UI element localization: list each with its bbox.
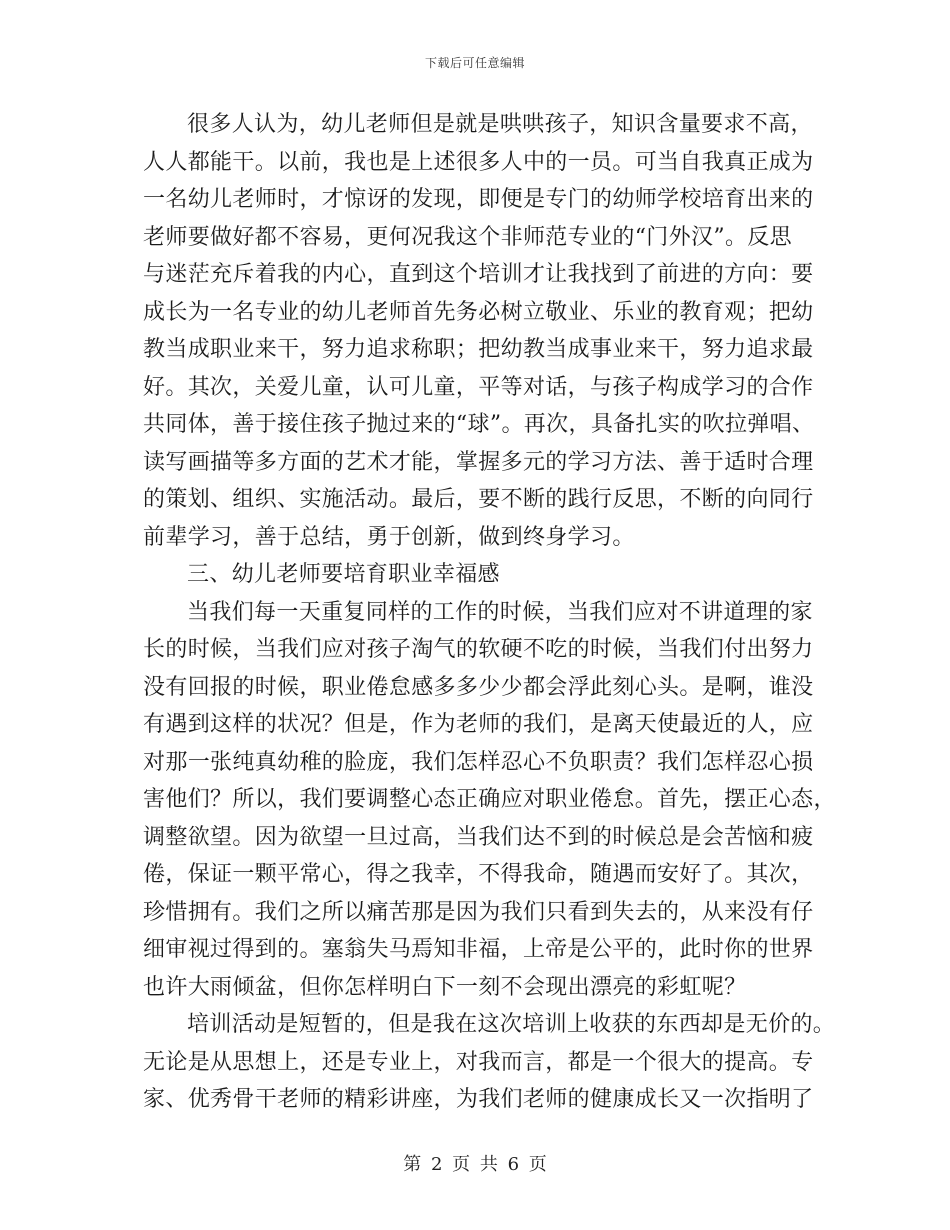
- text-line: 前辈学习，善于总结，勇于创新，做到终身学习。: [143, 524, 635, 550]
- text-line: 很多人认为，幼儿老师但是就是哄哄孩子，知识含量要求不高，: [187, 112, 813, 137]
- text-line: 一名幼儿老师时，才惊讶的发现，即便是专门的幼师学校培育出来的: [143, 187, 814, 212]
- text-line: 对那一张纯真幼稚的脸庞，我们怎样忍心不负职责？我们怎样忍心损: [143, 749, 814, 775]
- text-line: 教当成职业来干，努力追求称职；把幼教当成事业来干，努力追求最: [143, 337, 814, 362]
- document-body: [143, 106, 836, 1119]
- text-line: 细审视过得到的。塞翁失马焉知非福，上帝是公平的，此时你的世界: [143, 937, 814, 962]
- text-line: 也许大雨倾盆，但你怎样明白下一刻不会现出漂亮的彩虹呢？: [143, 974, 747, 1000]
- text-line: 倦，保证一颗平常心，得之我幸，不得我命，随遇而安好了。其次，: [143, 862, 814, 887]
- text-line: 的策划、组织、实施活动。最后，要不断的践行反思，不断的向同行: [143, 487, 814, 512]
- text-line: 珍惜拥有。我们之所以痛苦那是因为我们只看到失去的，从来没有仔: [143, 899, 814, 925]
- text-line: 当我们每一天重复同样的工作的时候，当我们应对不讲道理的家: [187, 599, 813, 625]
- text-line: 人人都能干。以前，我也是上述很多人中的一员。可当自我真正成为: [143, 149, 814, 175]
- text-line: 共同体，善于接住孩子抛过来的“球”。再次，具备扎实的吹拉弹唱、: [143, 412, 815, 437]
- page-footer: 第 2 页 共 6 页: [403, 1154, 547, 1175]
- page-header: 下载后可任意编辑: [424, 56, 525, 70]
- text-line: 害他们？所以，我们要调整心态正确应对职业倦怠。首先，摆正心态，: [143, 787, 836, 812]
- text-line: 没有回报的时候，职业倦怠感多多少少都会浮此刻心头。是啊，谁没: [143, 674, 814, 700]
- text-line: 三、幼儿老师要培育职业幸福感: [187, 562, 500, 587]
- text-line: 无论是从思想上，还是专业上，对我而言，都是一个很大的提高。专: [143, 1049, 814, 1075]
- text-line: 长的时候，当我们应对孩子淘气的软硬不吃的时候，当我们付出努力: [143, 637, 814, 662]
- text-line: 好。其次，关爱儿童，认可儿童，平等对话，与孩子构成学习的合作: [143, 374, 814, 400]
- text-line: 培训活动是短暂的，但是我在这次培训上收获的东西却是无价的。: [187, 1012, 836, 1037]
- text-line: 老师要做好都不容易，更何况我这个非师范专业的“门外汉”。反思: [143, 224, 792, 250]
- text-line: 与迷茫充斥着我的内心，直到这个培训才让我找到了前进的方向：要: [143, 262, 814, 287]
- text-line: 有遇到这样的状况？但是，作为老师的我们，是离天使最近的人，应: [143, 712, 814, 737]
- text-line: 调整欲望。因为欲望一旦过高，当我们达不到的时候总是会苦恼和疲: [143, 824, 814, 850]
- text-line: 读写画描等多方面的艺术才能，掌握多元的学习方法、善于适时合理: [143, 449, 814, 475]
- text-line: 成长为一名专业的幼儿老师首先务必树立敬业、乐业的教育观；把幼: [143, 299, 814, 325]
- text-line: 家、优秀骨干老师的精彩讲座，为我们老师的健康成长又一次指明了: [143, 1087, 814, 1112]
